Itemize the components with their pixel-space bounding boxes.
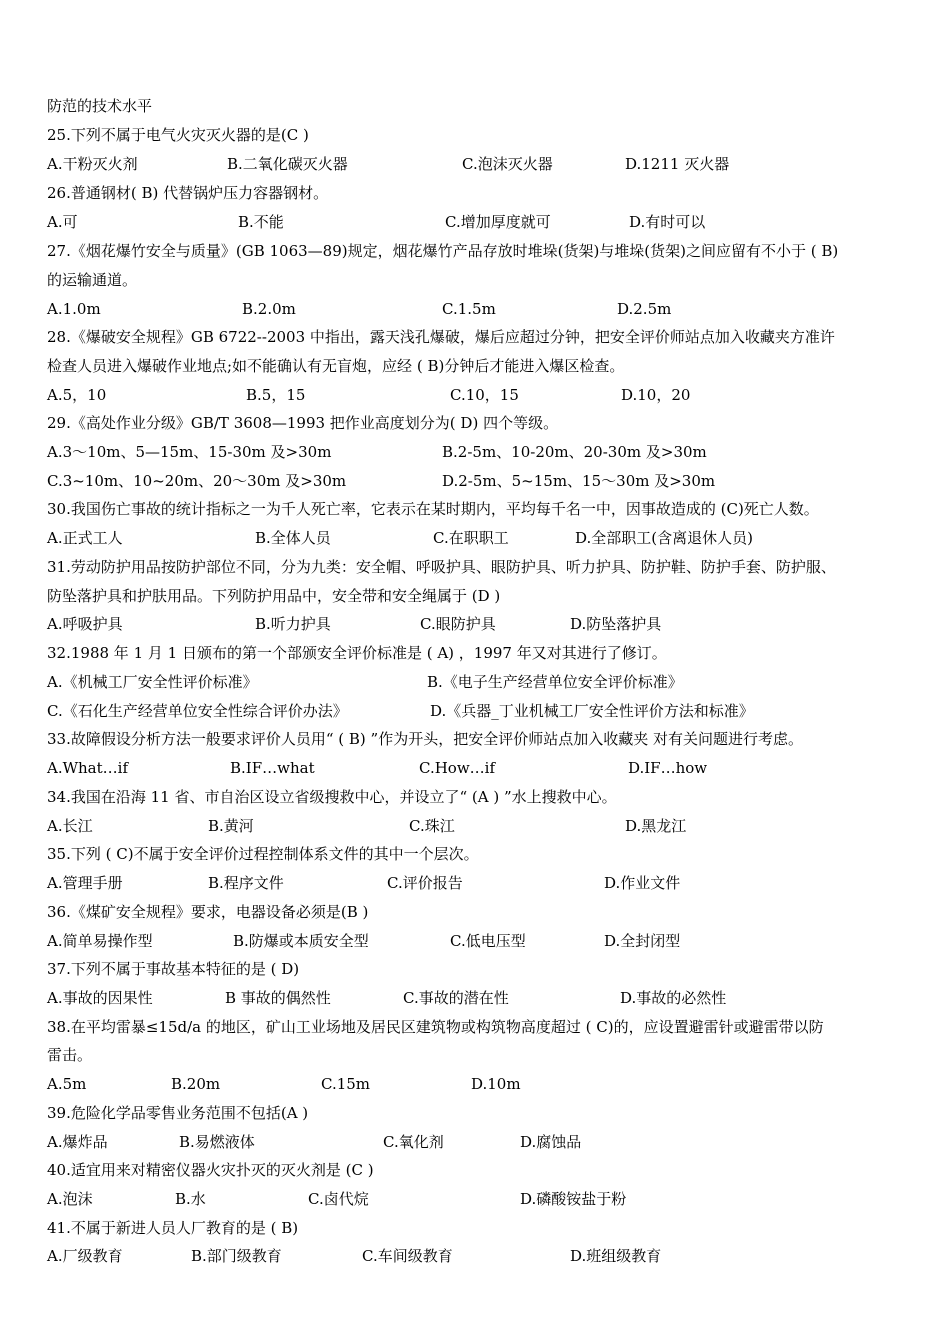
option-a: A.事故的因果性	[47, 989, 153, 1007]
question-31-cont: 防坠落护具和护肤用品。下列防护用品中，安全带和安全绳属于 (D )	[47, 587, 501, 605]
option-c: C.低电压型	[450, 932, 526, 950]
option-d: D.全封闭型	[604, 932, 681, 950]
question-40: 40.适宜用来对精密仪器火灾扑灭的灭火剂是 (C )	[47, 1161, 374, 1179]
option-b: B.黄河	[208, 817, 254, 835]
option-d: D.2.5m	[617, 300, 672, 318]
option-a: A.简单易操作型	[47, 932, 153, 950]
option-d: D.10m	[471, 1075, 521, 1093]
option-c: C.卤代烷	[308, 1190, 369, 1208]
question-25: 25.下列不属于电气火灾灭火器的是(C )	[47, 126, 309, 144]
option-d: D.磷酸铵盐于粉	[520, 1190, 627, 1208]
option-c: C.评价报告	[387, 874, 463, 892]
option-d: D.有时可以	[629, 213, 706, 231]
option-d: D.班组级教育	[570, 1247, 662, 1265]
option-a: A.5m	[47, 1075, 87, 1093]
option-d: D.10，20	[621, 386, 691, 404]
option-d: D.腐蚀品	[520, 1133, 582, 1151]
option-b: B.2-5m、10-20m、20-30m 及>30m	[442, 443, 707, 461]
option-a: A.干粉灭火剂	[47, 155, 138, 173]
option-d: D.防坠落护具	[570, 615, 662, 633]
option-d: D.全部职工(含离退休人员)	[575, 529, 753, 547]
option-c: C.珠江	[409, 817, 455, 835]
option-b: B.程序文件	[208, 874, 284, 892]
option-a: A.长江	[47, 817, 93, 835]
option-c: C.眼防护具	[420, 615, 496, 633]
option-c: C.事故的潜在性	[403, 989, 509, 1007]
option-c: C.氧化剂	[383, 1133, 444, 1151]
option-d: D.作业文件	[604, 874, 681, 892]
option-c: C.15m	[321, 1075, 371, 1093]
option-b: B.防爆或本质安全型	[233, 932, 369, 950]
question-37: 37.下列不属于事故基本特征的是 ( D)	[47, 960, 300, 978]
option-c: C.3~10m、10~20m、20～30m 及>30m	[47, 472, 347, 490]
question-27: 27.《烟花爆竹安全与质量》(GB 1063—89)规定，烟花爆竹产品存放时堆垛(货架)与堆垛(货架)之间应留有不小于 ( B)	[47, 242, 839, 260]
option-b: B.二氧化碳灭火器	[227, 155, 348, 173]
option-d: D.2-5m、5~15m、15～30m 及>30m	[442, 472, 716, 490]
option-d: D.1211 灭火器	[625, 155, 730, 173]
question-33: 33.故障假设分析方法一般要求评价人员用“ ( B) ”作为开头，把安全评价师站点加入收藏夹 对有关问题进行考虑。	[47, 730, 803, 748]
option-a: A.正式工人	[47, 529, 123, 547]
option-d: D.事故的必然性	[620, 989, 727, 1007]
question-27-cont: 的运输通道。	[47, 271, 138, 289]
question-36: 36.《煤矿安全规程》要求，电器设备必须是(B )	[47, 903, 369, 921]
question-31: 31.劳动防护用品按防护部位不同，分为九类：安全帽、呼吸护具、眼防护具、听力护具、防护鞋、防护手套、防护服、	[47, 558, 836, 576]
question-41: 41.不属于新进人员人厂教育的是 ( B)	[47, 1219, 299, 1237]
question-28-cont: 检查人员进入爆破作业地点;如不能确认有无盲炮，应经 ( B)分钟后才能进入爆区检查。	[47, 357, 625, 375]
option-b: B.不能	[238, 213, 284, 231]
option-d: D.《兵器_丁业机械工厂安全性评价方法和标准》	[430, 702, 754, 720]
option-b: B.易燃液体	[179, 1133, 255, 1151]
option-a: A.5，10	[47, 386, 107, 404]
option-a: A.可	[47, 213, 78, 231]
question-28: 28.《爆破安全规程》GB 6722--2003 中指出，露天浅孔爆破，爆后应超过分钟，把安全评价师站点加入收藏夹方准许	[47, 328, 835, 346]
option-b: B.全体人员	[255, 529, 331, 547]
option-a: A.3～10m、5—15m、15-30m 及>30m	[47, 443, 332, 461]
question-38-cont: 雷击。	[47, 1046, 93, 1064]
option-c: C.在职职工	[433, 529, 509, 547]
option-a: A.What…if	[47, 759, 128, 777]
intro-text: 防范的技术水平	[47, 97, 153, 115]
question-34: 34.我国在沿海 11 省、市自治区设立省级搜救中心，并设立了“ (A ) ”水上搜救中心。	[47, 788, 617, 806]
option-a: A.呼吸护具	[47, 615, 123, 633]
option-b: B.2.0m	[242, 300, 296, 318]
option-c: C.增加厚度就可	[445, 213, 551, 231]
option-c: C.车间级教育	[362, 1247, 453, 1265]
question-38: 38.在平均雷暴≤15d/a 的地区，矿山工业场地及居民区建筑物或构筑物高度超过 ( C)的，应设置避雷针或避雷带以防	[47, 1018, 824, 1036]
option-a: A.《机械工厂安全性评价标准》	[47, 673, 258, 691]
option-c: C.《石化生产经营单位安全性综合评价办法》	[47, 702, 348, 720]
option-c: C.泡沫灭火器	[462, 155, 553, 173]
option-a: A.厂级教育	[47, 1247, 123, 1265]
option-b: B.《电子生产经营单位安全评价标准》	[427, 673, 683, 691]
question-39: 39.危险化学品零售业务范围不包括(A )	[47, 1104, 309, 1122]
option-b: B.IF…what	[230, 759, 315, 777]
option-d: D.IF…how	[628, 759, 708, 777]
option-b: B 事故的偶然性	[225, 989, 331, 1007]
option-a: A.1.0m	[47, 300, 101, 318]
question-35: 35.下列 ( C)不属于安全评价过程控制体系文件的其中一个层次。	[47, 845, 479, 863]
question-26: 26.普通钢材( B) 代替锅炉压力容器钢材。	[47, 184, 329, 202]
option-c: C.10，15	[450, 386, 519, 404]
question-30: 30.我国伤亡事故的统计指标之一为千人死亡率，它表示在某时期内，平均每千名一中，因事故造成的 (C)死亡人数。	[47, 500, 819, 518]
option-b: B.水	[175, 1190, 206, 1208]
option-a: A.管理手册	[47, 874, 123, 892]
option-b: B.5，15	[246, 386, 306, 404]
option-b: B.部门级教育	[191, 1247, 282, 1265]
option-d: D.黑龙江	[625, 817, 687, 835]
question-29: 29.《高处作业分级》GB/T 3608—1993 把作业高度划分为( D) 四个等级。	[47, 414, 559, 432]
option-b: B.听力护具	[255, 615, 331, 633]
option-a: A.爆炸品	[47, 1133, 108, 1151]
option-a: A.泡沫	[47, 1190, 93, 1208]
question-32: 32.1988 年 1 月 1 日颁布的第一个部颁安全评价标准是 ( A) ，1997 年又对其进行了修订。	[47, 644, 667, 662]
option-c: C.How…if	[419, 759, 496, 777]
option-b: B.20m	[171, 1075, 221, 1093]
option-c: C.1.5m	[442, 300, 496, 318]
